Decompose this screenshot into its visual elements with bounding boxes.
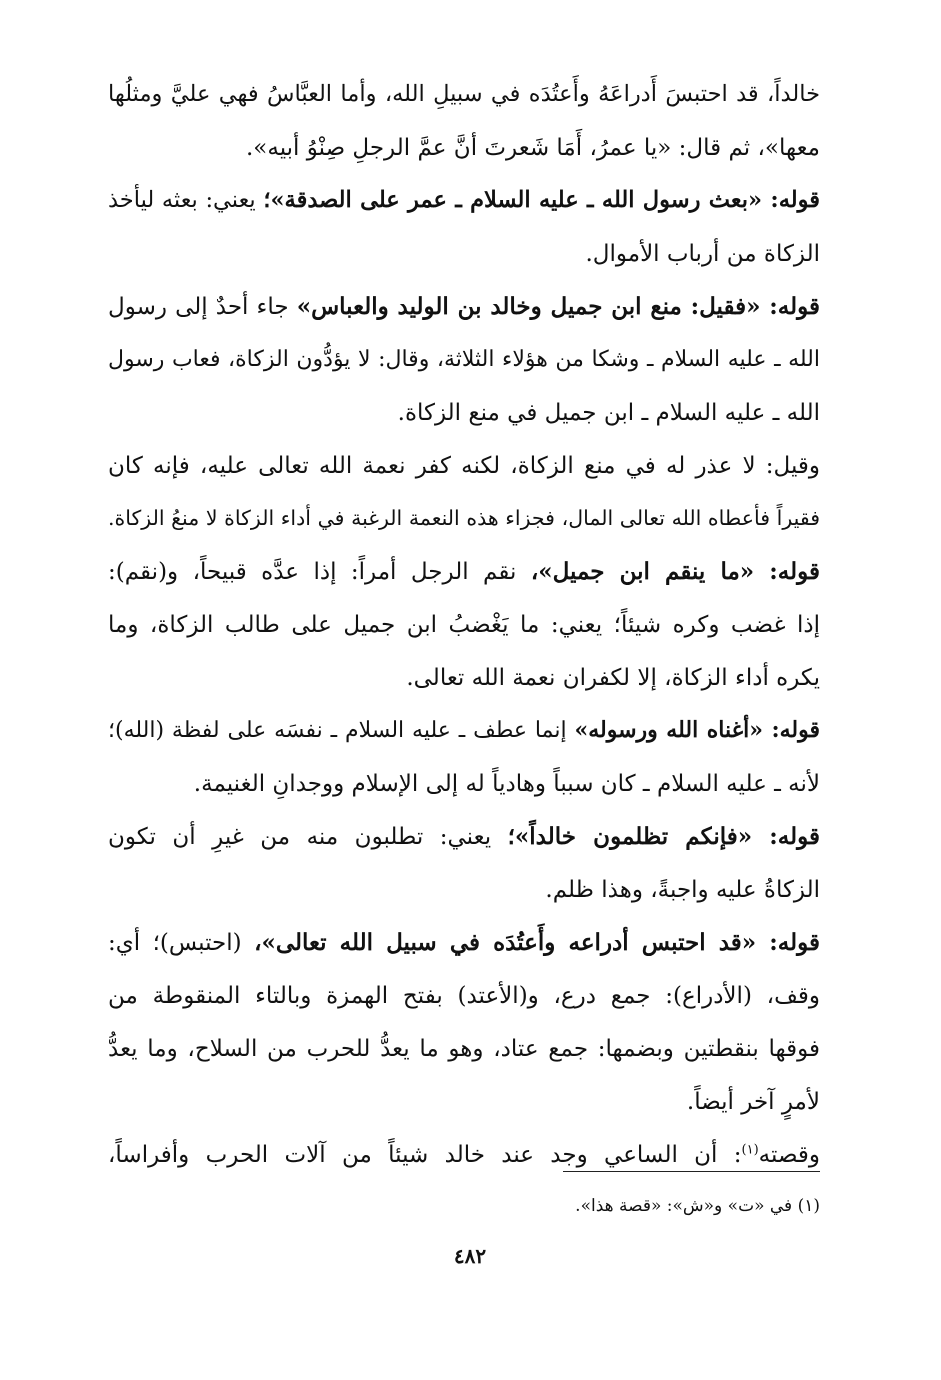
- text-line: يكره أداء الزكاة، إلا لكفران نعمة الله تعالى.: [406, 665, 820, 691]
- text-line: الزكاة من أرباب الأموال.: [585, 241, 820, 267]
- text-line: قوله: «ما ينقم ابن جميل»، نقم الرجل أمراً: إذا عدَّه قبيحاً، و(نقم):: [108, 558, 820, 585]
- page-number: ٤٨٢: [453, 1244, 487, 1268]
- footnote-separator: [563, 1171, 820, 1172]
- footnote-marker[interactable]: (١): [741, 1142, 759, 1158]
- text-line: الله ـ عليه السلام ـ وشكا من هؤلاء الثلاثة، وقال: لا يؤدُّون الزكاة، فعاب رسول: [108, 347, 820, 372]
- text-line: معها»، ثم قال: «يا عمرُ، أَمَا شَعرتَ أنَّ عمَّ الرجلِ صِنْوُ أبيه».: [246, 135, 820, 161]
- text-line: لأنه ـ عليه السلام ـ كان سبباً وهادياً له إلى الإسلام ووجدانِ الغنيمة.: [193, 771, 820, 797]
- text-line: قوله: «أغناه الله ورسوله» إنما عطف ـ عليه السلام ـ نفسَه على لفظة (الله)؛: [108, 717, 821, 743]
- text-line: قوله: «قد احتبس أدراعه وأَعتُدَه في سبيل الله تعالى»، (احتبس)؛ أي:: [108, 929, 820, 956]
- main-text: [108, 68, 820, 1181]
- text-line: خالداً، قد احتبسَ أَدراعَهُ وأَعتُدَه في سبيلِ الله، وأما العبَّاسُ فهي عليَّ ومثلُها: [108, 81, 820, 107]
- text-line: إذا غضب وكره شيئاً؛ يعني: ما يَغْضبُ ابن جميل على طالب الزكاة، وما: [108, 612, 820, 638]
- text-line: لأمرٍ آخر أيضاً.: [686, 1089, 820, 1115]
- text-line: قوله: «فقيل: منع ابن جميل وخالد بن الوليد والعباس» جاء أحدٌ إلى رسول: [108, 293, 820, 320]
- text-line: وقيل: لا عذر له في منع الزكاة، لكنه كفر نعمة الله تعالى عليه، فإنه كان: [108, 453, 820, 479]
- text-line: قوله: «فإنكم تظلمون خالداً»؛ يعني: تطلبون منه من غيرِ أن تكون: [108, 823, 820, 850]
- text-line: وقصته$^{(١)}$: أن الساعي وجد عند خالد شيئاً من آلات الحرب وأفراساً،: [108, 1142, 820, 1168]
- footnote: (١) في «ت» و«ش»: «قصة هذا».: [575, 1196, 820, 1216]
- text-line: فقيراً فأعطاه الله تعالى المال، فجزاء هذه النعمة الرغبة في أداء الزكاة لا منعُ الزكاة.: [108, 506, 820, 530]
- text-line: الله ـ عليه السلام ـ ابن جميل في منع الزكاة.: [397, 400, 820, 426]
- text-line: الزكاةُ عليه واجبةً، وهذا ظلم.: [545, 877, 820, 903]
- text-line: فوقها بنقطتين وبضمها: جمع عتاد، وهو ما يعدُّ للحرب من السلاح، وما يعدُّ: [108, 1036, 820, 1062]
- text-line: وقف، (الأدراع): جمع درع، و(الأعتد) بفتح الهمزة وبالتاء المنقوطة من: [108, 983, 820, 1009]
- text-line: قوله: «بعث رسول الله ـ عليه السلام ـ عمر على الصدقة»؛ يعني: بعثه ليأخذ: [108, 187, 820, 213]
